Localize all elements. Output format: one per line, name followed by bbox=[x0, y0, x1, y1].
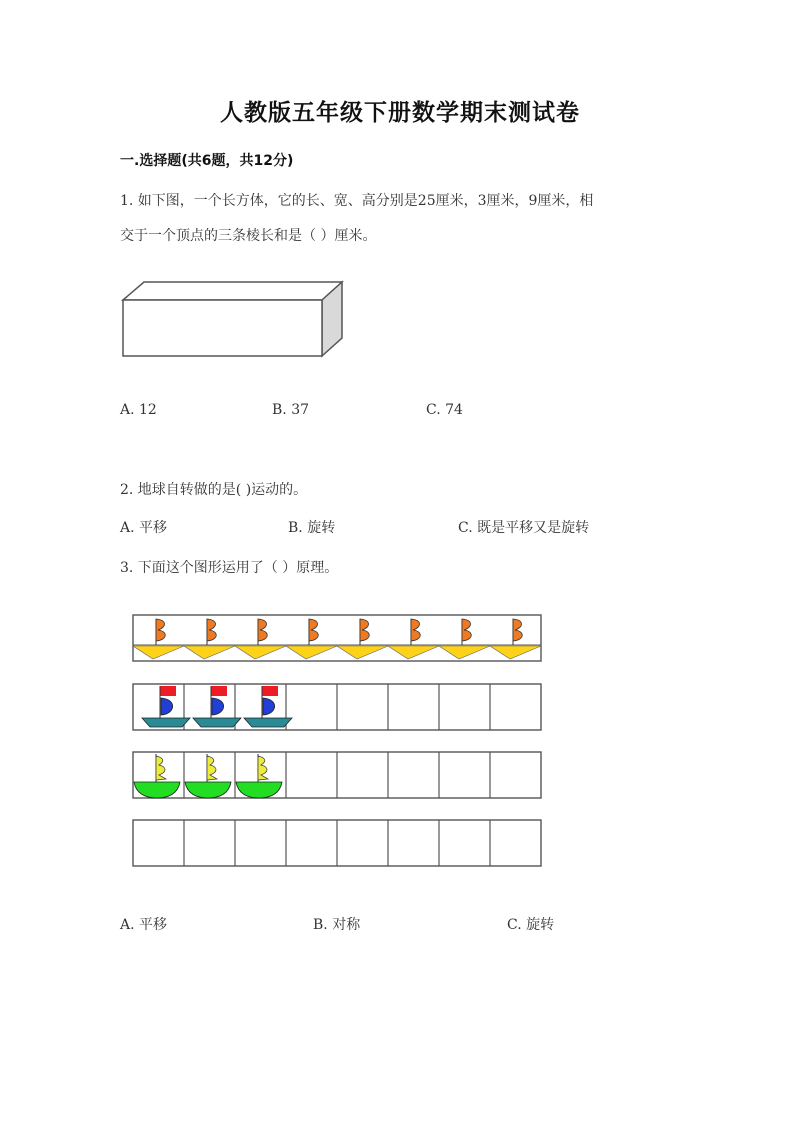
question-2-option-b: B. 旋转 bbox=[288, 520, 336, 536]
question-2-option-c: C. 既是平移又是旋转 bbox=[458, 520, 590, 536]
pattern-row-4 bbox=[133, 820, 541, 866]
question-1-option-c: C. 74 bbox=[426, 402, 463, 418]
page-title: 人教版五年级下册数学期末测试卷 bbox=[220, 100, 580, 126]
question-1-line-2: 交于一个顶点的三条棱长和是（ ）厘米。 bbox=[120, 228, 377, 244]
pattern-row-3 bbox=[133, 752, 541, 798]
question-1-option-b: B. 37 bbox=[272, 402, 310, 418]
question-3-option-b: B. 对称 bbox=[313, 917, 361, 933]
cuboid-front-face bbox=[123, 300, 322, 356]
cuboid-top-face bbox=[123, 282, 342, 300]
question-2-line-1: 2. 地球自转做的是( )运动的。 bbox=[120, 482, 308, 498]
question-1-line-1: 1. 如下图，一个长方体，它的长、宽、高分别是25厘米，3厘米，9厘米，相 bbox=[120, 193, 594, 209]
question-1-option-a: A. 12 bbox=[120, 402, 157, 418]
pattern-row-1 bbox=[133, 615, 541, 661]
question-2-option-a: A. 平移 bbox=[120, 520, 168, 536]
question-3-option-a: A. 平移 bbox=[120, 917, 168, 933]
question-3-line-1: 3. 下面这个图形运用了（ ）原理。 bbox=[120, 560, 339, 576]
boat-pattern-figure bbox=[130, 612, 544, 870]
cuboid-figure bbox=[118, 278, 348, 360]
question-3-option-c: C. 旋转 bbox=[507, 917, 555, 933]
section-heading: 一.选择题(共6题，共12分) bbox=[120, 153, 294, 169]
pattern-row-2 bbox=[133, 684, 541, 730]
